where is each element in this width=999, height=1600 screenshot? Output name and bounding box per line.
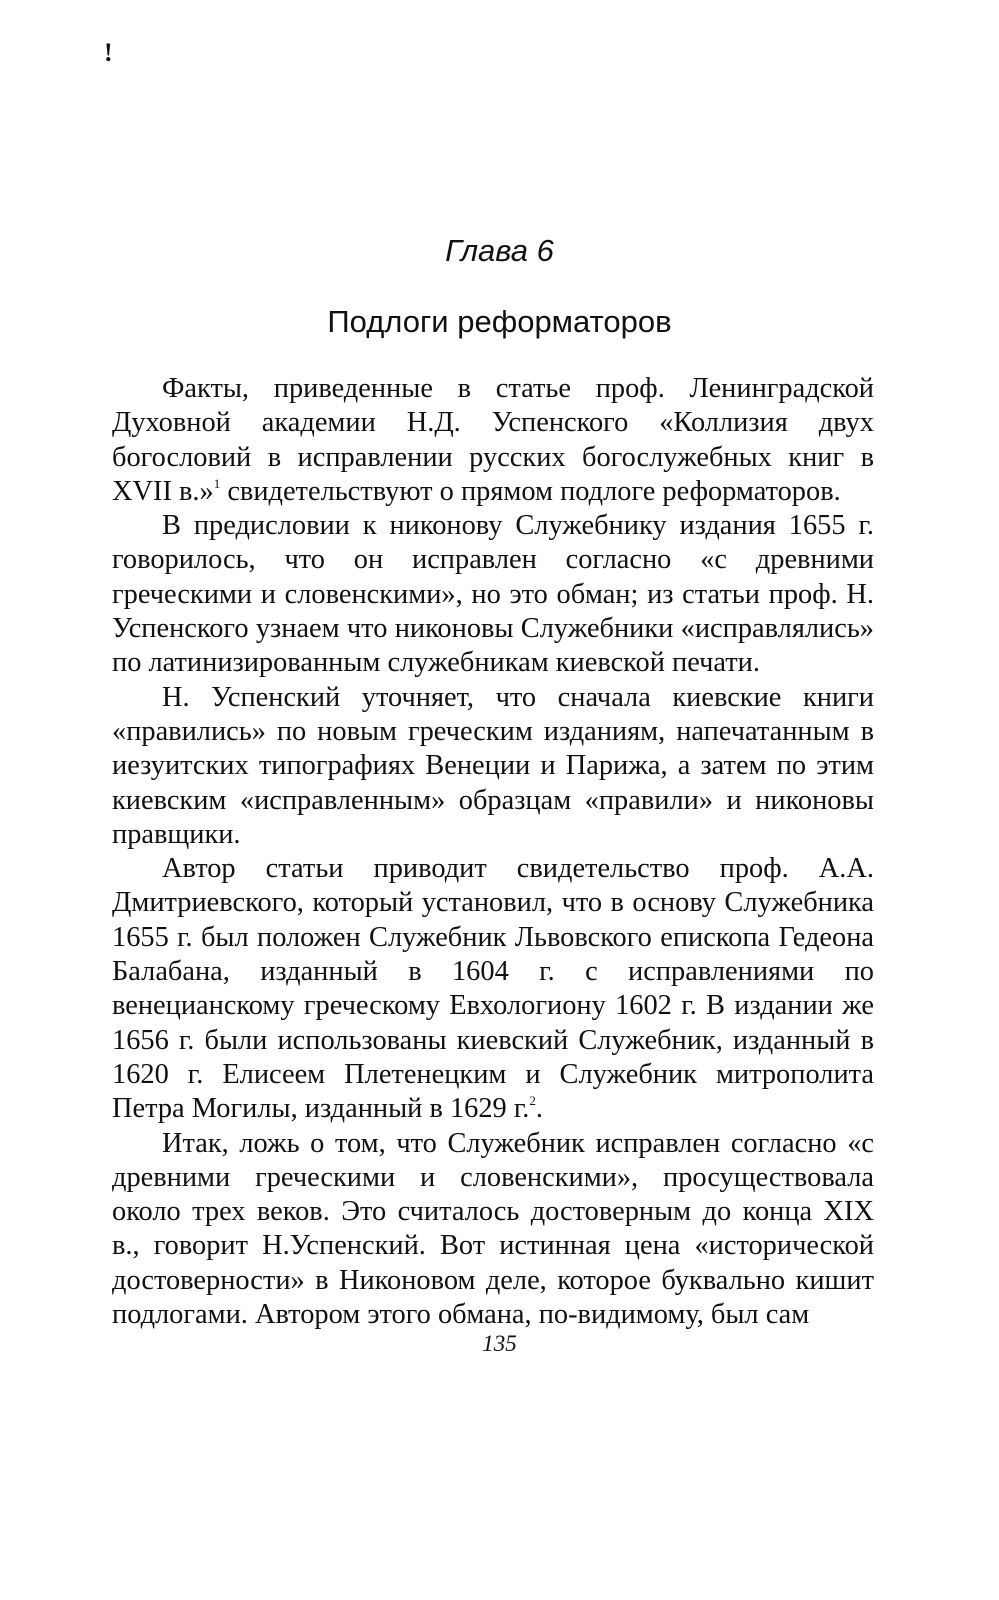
paragraph-text-continued: свидетельствуют о прямом подлоге реформаторов. — [220, 475, 841, 507]
paragraph-1 — [112, 372, 874, 509]
paragraph-3 — [112, 681, 874, 852]
corner-mark: ! — [104, 38, 113, 67]
page-number: 135 — [482, 1331, 517, 1356]
paragraph-text: Автор статьи приводит свидетельство проф. А.А. Дмитриевского, который установил, что в основу Служебника 1655 г. был положен Служебник Львовского епископа Гедеона Балабана, изданный в 1604 г. с исправлениями по венецианскому греческому Евхологиону 1602 г. В издании же 1656 г. были использованы киевский Служебник, изданный в 1620 г. Елисеем Плетенецким и Служебник митрополита Петра Могилы, изданный в 1629 г. — [112, 853, 874, 1125]
paragraph-text: Факты, приведенные в статье проф. Ленинградской Духовной академии Н.Д. Успенского «Коллизия двух богословий в исправлении русских богослужебных книг в XVII в.» — [112, 373, 874, 507]
chapter-title: Подлоги реформаторов — [327, 304, 672, 339]
paragraph-text-continued: . — [535, 1093, 543, 1125]
paragraph-2 — [112, 509, 874, 680]
paragraph-4 — [112, 852, 874, 1126]
body-text — [112, 372, 874, 1332]
footnote-marker: 2 — [529, 1093, 536, 1109]
chapter-number: Глава 6 — [445, 233, 554, 268]
paragraph-text: В предисловии к никонову Служебнику издания 1655 г. говорилось, что он исправлен согласно «с древними греческими и словенскими», но это обман; из статьи проф. Н. Успенского узнаем что никоновы Служебники «исправлялись» по латинизированным служебникам киевской печати. — [112, 510, 874, 679]
paragraph-text: Итак, ложь о том, что Служебник исправлен согласно «с древними греческими и словенскими», просуществовала около трех веков. Это считалось достоверным до конца XIX в., говорит Н.Успенский. Вот истинная цена «исторической достоверности» в Никоновом деле, которое буквально кишит подлогами. Автором этого обмана, по-видимому, был сам — [112, 1127, 874, 1331]
footnote-marker: 1 — [213, 475, 221, 491]
paragraph-5 — [112, 1127, 874, 1333]
paragraph-text: Н. Успенский уточняет, что сначала киевские книги «правились» по новым греческим изданиям, напечатанным в иезуитских типографиях Венеции и Парижа, а затем по этим киевским «исправленным» образцам «правили» и никоновы правщики. — [112, 681, 874, 850]
